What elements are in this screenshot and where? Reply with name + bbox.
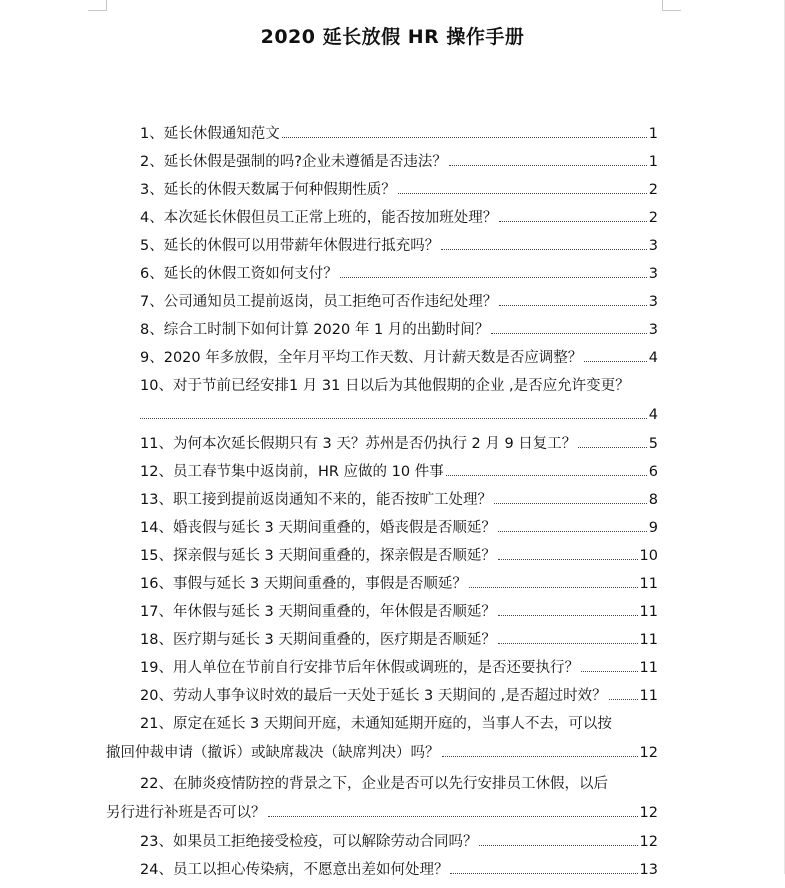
toc-leader-dots	[499, 221, 647, 222]
toc-page-number: 2	[648, 182, 658, 198]
toc-entry-text: 13、职工接到提前返岗通知不来的，能否按旷工处理？	[140, 492, 492, 508]
toc-entry-text: 14、婚丧假与延长 3 天期间重叠的，婚丧假是否顺延？	[140, 520, 496, 536]
toc-entry[interactable]	[140, 602, 658, 630]
toc-page-number: 12	[639, 805, 658, 821]
toc-entry-text: 24、员工以担心传染病，不愿意出差如何处理？	[140, 862, 449, 878]
toc-page-number: 10	[639, 548, 658, 564]
toc-page-number: 6	[648, 464, 658, 480]
toc-entry[interactable]	[140, 372, 658, 430]
toc-entry-text: 5、延长的休假可以用带薪年休假进行抵充吗？	[140, 238, 440, 254]
toc-entry[interactable]	[106, 770, 658, 828]
toc-page-number: 11	[639, 688, 658, 704]
toc-entry-text-continued: 另行进行补班是否可以？	[106, 805, 266, 821]
toc-entry-text: 7、公司通知员工提前返岗，员工拒绝可否作违纪处理？	[140, 294, 498, 310]
toc-page-number: 13	[639, 862, 658, 878]
toc-page-number: 11	[639, 576, 658, 592]
toc-leader-dots	[268, 816, 638, 817]
toc-leader-dots	[581, 671, 638, 672]
toc-leader-dots	[494, 503, 647, 504]
toc-entry[interactable]	[140, 462, 658, 490]
toc-leader-dots	[441, 249, 647, 250]
toc-entry-text: 10、对于节前已经安排1 月 31 日以后为其他假期的企业 ,是否应允许变更？	[140, 378, 630, 394]
toc-entry[interactable]	[106, 710, 658, 768]
toc-entry-text: 15、探亲假与延长 3 天期间重叠的，探亲假是否顺延？	[140, 548, 496, 564]
toc-entry-text-continued: 撤回仲裁申请（撤诉）或缺席裁决（缺席判决）吗？	[106, 745, 440, 761]
toc-leader-dots	[282, 137, 647, 138]
toc-entry[interactable]	[140, 264, 658, 292]
toc-entry[interactable]	[140, 518, 658, 546]
toc-leader-dots	[479, 845, 637, 846]
toc-entry-text: 2、延长休假是强制的吗?企业未遵循是否违法？	[140, 154, 447, 170]
toc-leader-dots	[398, 193, 647, 194]
toc-entry[interactable]	[140, 434, 658, 462]
toc-leader-dots	[498, 531, 647, 532]
toc-page-number: 3	[648, 238, 658, 254]
toc-entry-text: 19、用人单位在节前自行安排节后年休假或调班的，是否还要执行？	[140, 660, 579, 676]
toc-entry-text: 8、综合工时制下如何计算 2020 年 1 月的出勤时间？	[140, 322, 490, 338]
document-title: 2020 延长放假 HR 操作手册	[260, 26, 525, 48]
toc-entry-text: 3、延长的休假天数属于何种假期性质？	[140, 182, 396, 198]
toc-entry[interactable]	[140, 236, 658, 264]
toc-entry[interactable]	[140, 832, 658, 860]
toc-page-number: 1	[648, 154, 658, 170]
toc-page-number: 9	[648, 520, 658, 536]
toc-leader-dots	[499, 305, 647, 306]
toc-page-number: 5	[648, 436, 658, 452]
toc-leader-dots	[449, 165, 647, 166]
toc-entry-text: 23、如果员工拒绝接受检疫，可以解除劳动合同吗？	[140, 834, 478, 850]
toc-entry-text: 11、为何本次延长假期只有 3 天？苏州是否仍执行 2 月 9 日复工？	[140, 436, 577, 452]
toc-entry-text: 17、年休假与延长 3 天期间重叠的，年休假是否顺延？	[140, 604, 496, 620]
toc-page-number: 4	[648, 407, 658, 423]
toc-leader-dots	[609, 699, 638, 700]
toc-leader-dots	[442, 756, 638, 757]
toc-page-number: 12	[639, 834, 658, 850]
toc-entry-text: 1、延长休假通知范文	[140, 126, 280, 142]
toc-page-number: 1	[648, 126, 658, 142]
toc-leader-dots	[140, 418, 647, 419]
toc-entry[interactable]	[140, 630, 658, 658]
toc-page-number: 2	[648, 210, 658, 226]
toc-entry-text: 4、本次延长休假但员工正常上班的，能否按加班处理？	[140, 210, 498, 226]
toc-entry[interactable]	[140, 292, 658, 320]
toc-page-number: 8	[648, 492, 658, 508]
page-corner-mark-left	[88, 0, 107, 11]
toc-page-number: 3	[648, 294, 658, 310]
toc-page-number: 3	[648, 322, 658, 338]
toc-entry[interactable]	[140, 546, 658, 574]
toc-leader-dots	[584, 361, 647, 362]
toc-entry-text: 6、延长的休假工资如何支付？	[140, 266, 338, 282]
toc-entry[interactable]	[140, 490, 658, 518]
toc-leader-dots	[498, 615, 638, 616]
toc-entry[interactable]	[140, 658, 658, 686]
toc-entry[interactable]	[140, 320, 658, 348]
toc-page-number: 12	[639, 745, 658, 761]
toc-page-number: 4	[648, 350, 658, 366]
toc-leader-dots	[446, 475, 647, 476]
toc-entry-text: 16、事假与延长 3 天期间重叠的，事假是否顺延？	[140, 576, 467, 592]
toc-page-number: 11	[639, 660, 658, 676]
toc-leader-dots	[498, 643, 638, 644]
toc-leader-dots	[340, 277, 647, 278]
toc-leader-dots	[491, 333, 646, 334]
toc-entry-text: 21、原定在延长 3 天期间开庭，未通知延期开庭的，当事人不去，可以按	[140, 716, 612, 732]
toc-entry-text: 12、员工春节集中返岗前，HR 应做的 10 件事	[140, 464, 444, 480]
toc-entry[interactable]	[140, 124, 658, 152]
toc-leader-dots	[578, 447, 646, 448]
toc-page-number: 11	[639, 604, 658, 620]
toc-entry-text: 9、2020 年多放假，全年月平均工作天数、月计薪天数是否应调整？	[140, 350, 583, 366]
toc-page-number: 3	[648, 266, 658, 282]
toc-entry[interactable]	[140, 152, 658, 180]
toc-entry-text: 22、在肺炎疫情防控的背景之下，企业是否可以先行安排员工休假，以后	[140, 776, 608, 792]
toc-leader-dots	[469, 587, 638, 588]
toc-entry[interactable]	[140, 180, 658, 208]
toc-entry-text: 20、劳动人事争议时效的最后一天处于延长 3 天期间的 ,是否超过时效？	[140, 688, 607, 704]
toc-leader-dots	[498, 559, 638, 560]
page-corner-mark-right	[662, 0, 681, 11]
toc-page-number: 11	[639, 632, 658, 648]
toc-entry-text: 18、医疗期与延长 3 天期间重叠的，医疗期是否顺延？	[140, 632, 496, 648]
toc-entry[interactable]	[140, 574, 658, 602]
toc-entry[interactable]	[140, 860, 658, 888]
toc-entry[interactable]	[140, 208, 658, 236]
